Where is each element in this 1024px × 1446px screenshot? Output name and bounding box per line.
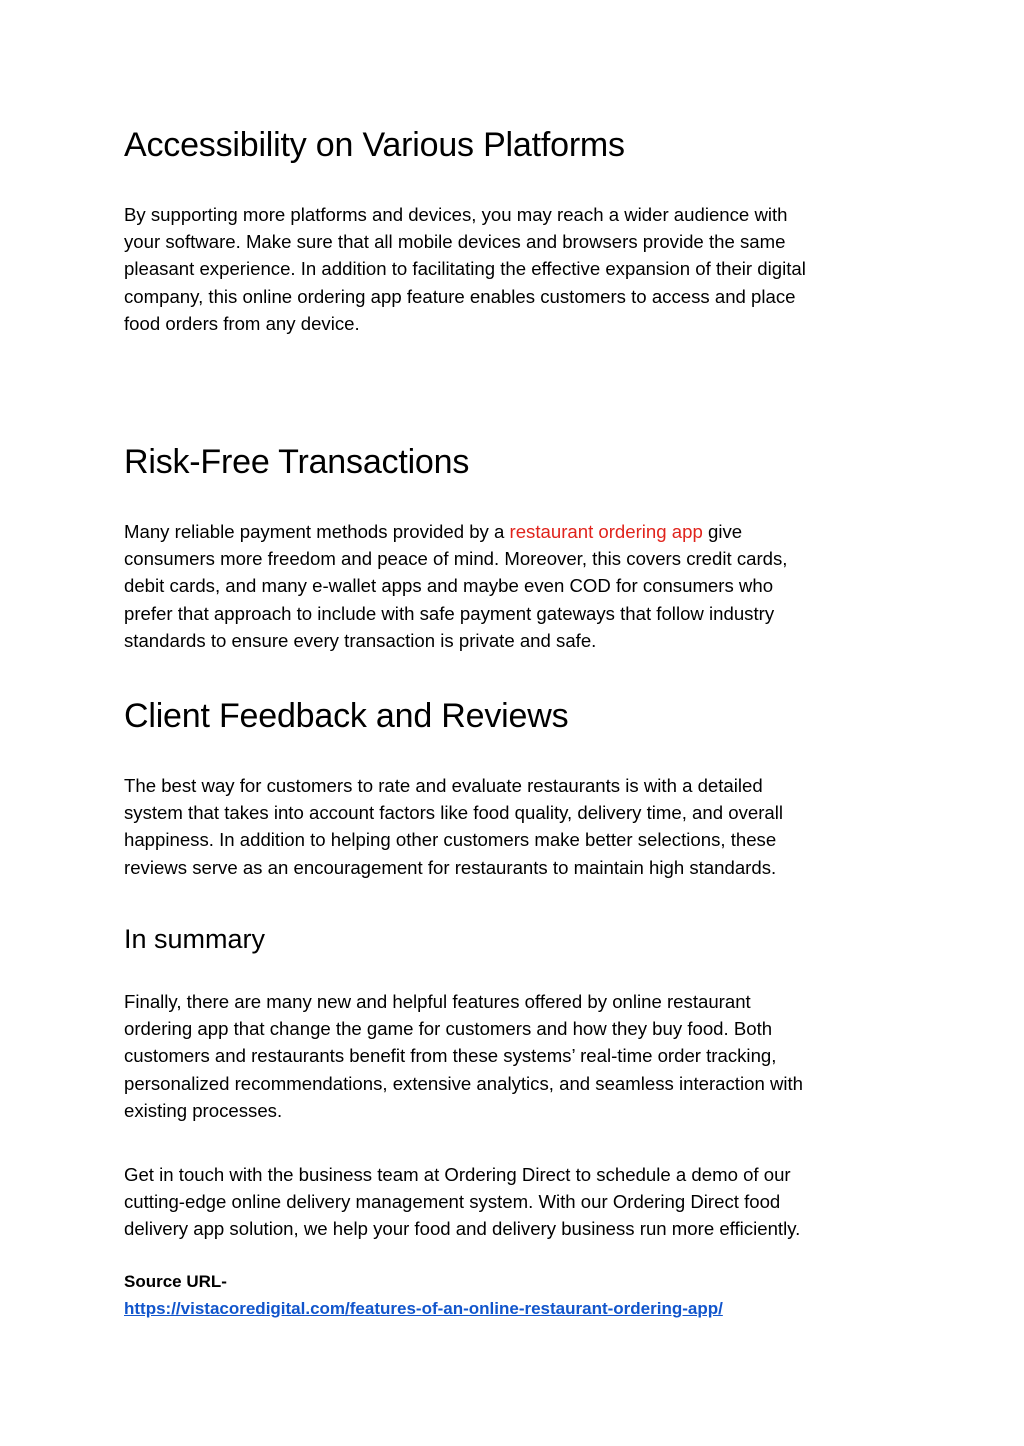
heading-client-feedback: Client Feedback and Reviews	[124, 697, 569, 735]
text-line: Finally, there are many new and helpful features offered by online restaurant	[124, 991, 751, 1012]
text-line: ordering app that change the game for customers and how they buy food. Both	[124, 1018, 773, 1040]
paragraph-summary-2	[124, 1161, 904, 1243]
restaurant-ordering-app-link[interactable]: restaurant ordering app	[509, 521, 703, 542]
text-line: pleasant experience. In addition to facilitating the effective expansion of their digital	[124, 258, 806, 280]
text-line: Get in touch with the business team at Ordering Direct to schedule a demo of our	[124, 1164, 791, 1185]
text-line: customers and restaurants benefit from these systems’ real-time order tracking,	[124, 1045, 777, 1067]
paragraph-risk-free	[124, 518, 904, 654]
text-line: system that takes into account factors like food quality, delivery time, and overall	[124, 802, 784, 824]
source-url-label: Source URL-	[124, 1272, 227, 1291]
source-url-link[interactable]: https://vistacoredigital.com/features-of-an-online-restaurant-ordering-app/	[124, 1299, 723, 1318]
text-line: debit cards, and many e-wallet apps and maybe even COD for consumers who	[124, 575, 774, 597]
paragraph-accessibility	[124, 201, 904, 337]
paragraph-summary-1	[124, 988, 904, 1124]
text-line: reviews serve as an encouragement for restaurants to maintain high standards.	[124, 856, 777, 878]
heading-in-summary: In summary	[124, 924, 266, 954]
text-line: By supporting more platforms and devices, you may reach a wider audience with	[124, 204, 788, 225]
text-line: company, this online ordering app feature enables customers to access and place	[124, 285, 796, 307]
text-fragment: Many reliable payment methods provided by a	[124, 521, 510, 542]
text-fragment: give	[702, 521, 743, 542]
text-line: your software. Make sure that all mobile devices and browsers provide the same	[124, 231, 786, 253]
text-line: prefer that approach to include with safe payment gateways that follow industry	[124, 602, 775, 624]
paragraph-feedback	[124, 772, 904, 881]
text-line	[124, 518, 904, 545]
heading-accessibility: Accessibility on Various Platforms	[124, 126, 625, 164]
text-line: food orders from any device.	[124, 312, 360, 334]
text-line: consumers more freedom and peace of mind. Moreover, this covers credit cards,	[124, 548, 788, 570]
heading-risk-free-transactions: Risk-Free Transactions	[124, 443, 470, 481]
text-line: cutting-edge online delivery management system. With our Ordering Direct food	[124, 1191, 781, 1213]
text-line: happiness. In addition to helping other customers make better selections, these	[124, 829, 777, 851]
text-line: The best way for customers to rate and evaluate restaurants is with a detailed	[124, 775, 763, 796]
text-line: delivery app solution, we help your food and delivery business run more efficiently.	[124, 1218, 801, 1240]
text-line: existing processes.	[124, 1099, 283, 1121]
text-line: personalized recommendations, extensive analytics, and seamless interaction with	[124, 1072, 804, 1094]
text-line: standards to ensure every transaction is private and safe.	[124, 629, 597, 651]
